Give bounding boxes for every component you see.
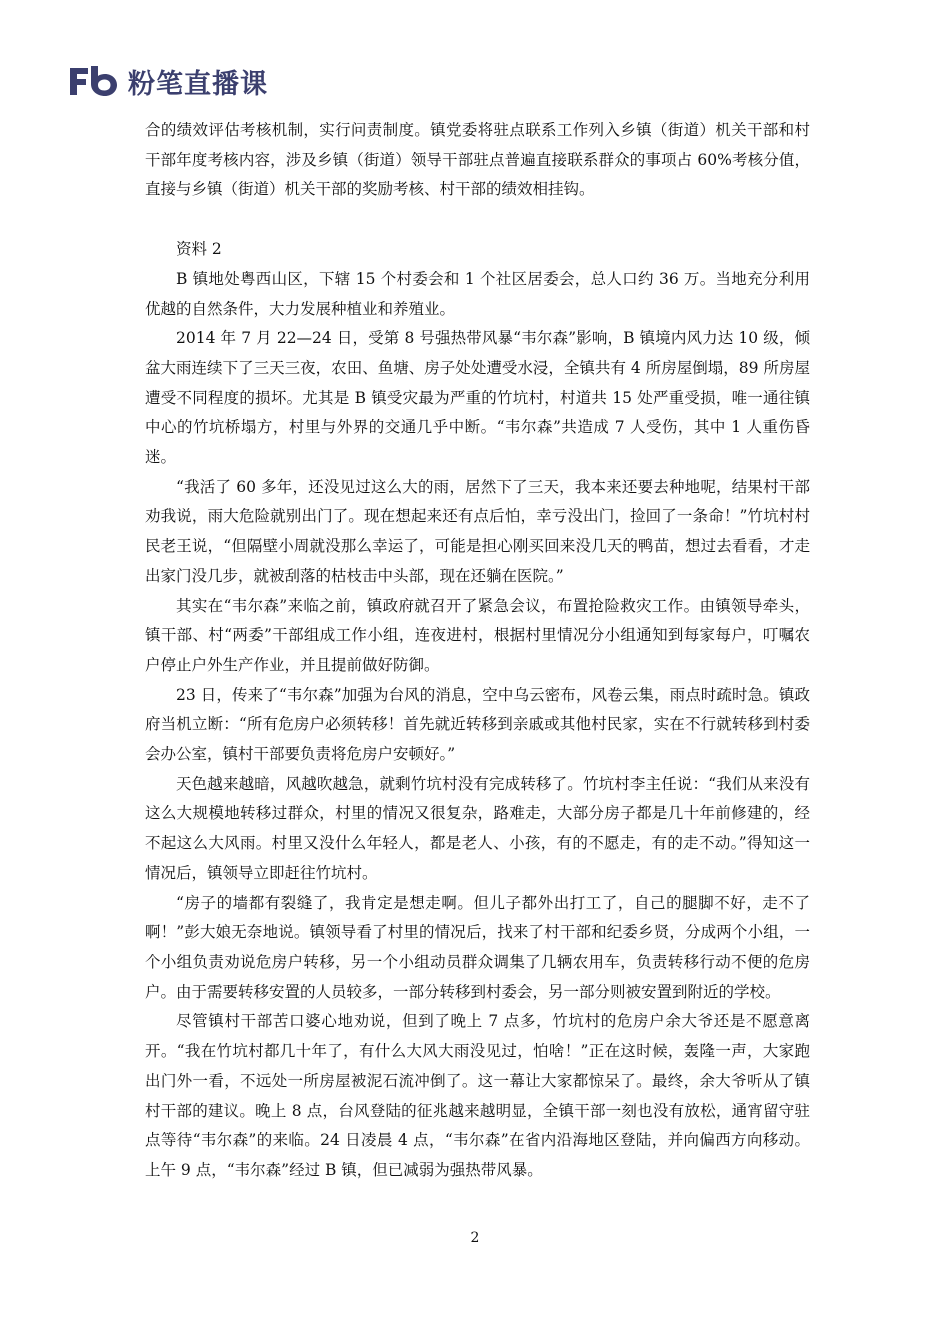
section-title: 资料 2 <box>176 240 222 259</box>
paragraph: 23 日，传来了“韦尔森”加强为台风的消息，空中乌云密布，风卷云集，雨点时疏时急。镇政府当机立断：“所有危房户必须转移！首先就近转移到亲戚或其他村民家，实在不行就转移到村委会办公室，镇村干部要负责将危房户安顿好。” <box>145 685 810 764</box>
paragraph: 2014 年 7 月 22—24 日，受第 8 号强热带风暴“韦尔森”影响，B 镇境内风力达 10 级，倾盆大雨连续下了三天三夜，农田、鱼塘、房子处处遭受水浸，全镇共有 4 所房屋倒塌，89 所房屋遭受不同程度的损坏。尤其是 B 镇受灾最为严重的竹坑村，村道共 15 处严重受损，唯一通往镇中心的竹坑桥塌方，村里与外界的交通几乎中断。“韦尔森”共造成 7 人受伤，其中 1 人重伤昏迷。 <box>145 329 810 467</box>
paragraph: “房子的墙都有裂缝了，我肯定是想走啊。但儿子都外出打工了，自己的腿脚不好，走不了啊！”彭大娘无奈地说。镇领导看了村里的情况后，找来了村干部和纪委乡贤，分成两个小组，一个小组负责劝说危房户转移，另一个小组动员群众调集了几辆农用车，负责转移行动不便的危房户。由于需要转移安置的人员较多，一部分转移到村委会，另一部分则被安置到附近的学校。 <box>145 893 810 1001</box>
page-header <box>66 60 268 102</box>
fenbi-logo-icon <box>66 62 122 100</box>
page-number: 2 <box>470 1230 480 1246</box>
paragraph: B 镇地处粤西山区，下辖 15 个村委会和 1 个社区居委会，总人口约 36 万。当地充分利用优越的自然条件，大力发展种植业和养殖业。 <box>145 269 810 318</box>
paragraph: 合的绩效评估考核机制，实行问责制度。镇党委将驻点联系工作列入乡镇（街道）机关干部和村干部年度考核内容，涉及乡镇（街道）领导干部驻点普遍直接联系群众的事项占 60%考核分值，直接与乡镇（街道）机关干部的奖励考核、村干部的绩效相挂钩。 <box>145 121 810 199</box>
paragraph: 尽管镇村干部苦口婆心地劝说，但到了晚上 7 点多，竹坑村的危房户余大爷还是不愿意离开。“我在竹坑村都几十年了，有什么大风大雨没见过，怕啥！”正在这时候，轰隆一声，大家跑出门外一看，不远处一所房屋被泥石流冲倒了。这一幕让大家都惊呆了。最终，余大爷听从了镇村干部的建议。晚上 8 点，台风登陆的征兆越来越明显，全镇干部一刻也没有放松，通宵留守驻点等待“韦尔森”的来临。24 日凌晨 4 点，“韦尔森”在省内沿海地区登陆，并向偏西方向移动。上午 9 点，“韦尔森”经过 B 镇，但已减弱为强热带风暴。 <box>145 1012 810 1179</box>
paragraph: 天色越来越暗，风越吹越急，就剩竹坑村没有完成转移了。竹坑村李主任说：“我们从来没有这么大规模地转移过群众，村里的情况又很复杂，路难走，大部分房子都是几十年前修建的，经不起这么大风雨。村里又没什么年轻人，都是老人、小孩，有的不愿走，有的走不动。”得知这一情况后，镇领导立即赶往竹坑村。 <box>145 774 810 882</box>
document-body <box>145 116 810 1186</box>
paragraph: “我活了 60 多年，还没见过这么大的雨，居然下了三天，我本来还要去种地呢，结果村干部劝我说，雨大危险就别出门了。现在想起来还有点后怕，幸亏没出门，捡回了一条命！”竹坑村村民老王说，“但隔壁小周就没那么幸运了，可能是担心刚买回来没几天的鸭苗，想过去看看，才走出家门没几步，就被刮落的枯枝击中头部，现在还躺在医院。” <box>145 477 810 585</box>
brand-name: 粉笔直播课 <box>128 68 268 100</box>
paragraph: 其实在“韦尔森”来临之前，镇政府就召开了紧急会议，布置抢险救灾工作。由镇领导牵头，镇干部、村“两委”干部组成工作小组，连夜进村，根据村里情况分小组通知到每家每户，叮嘱农户停止户外生产作业，并且提前做好防御。 <box>145 596 810 674</box>
